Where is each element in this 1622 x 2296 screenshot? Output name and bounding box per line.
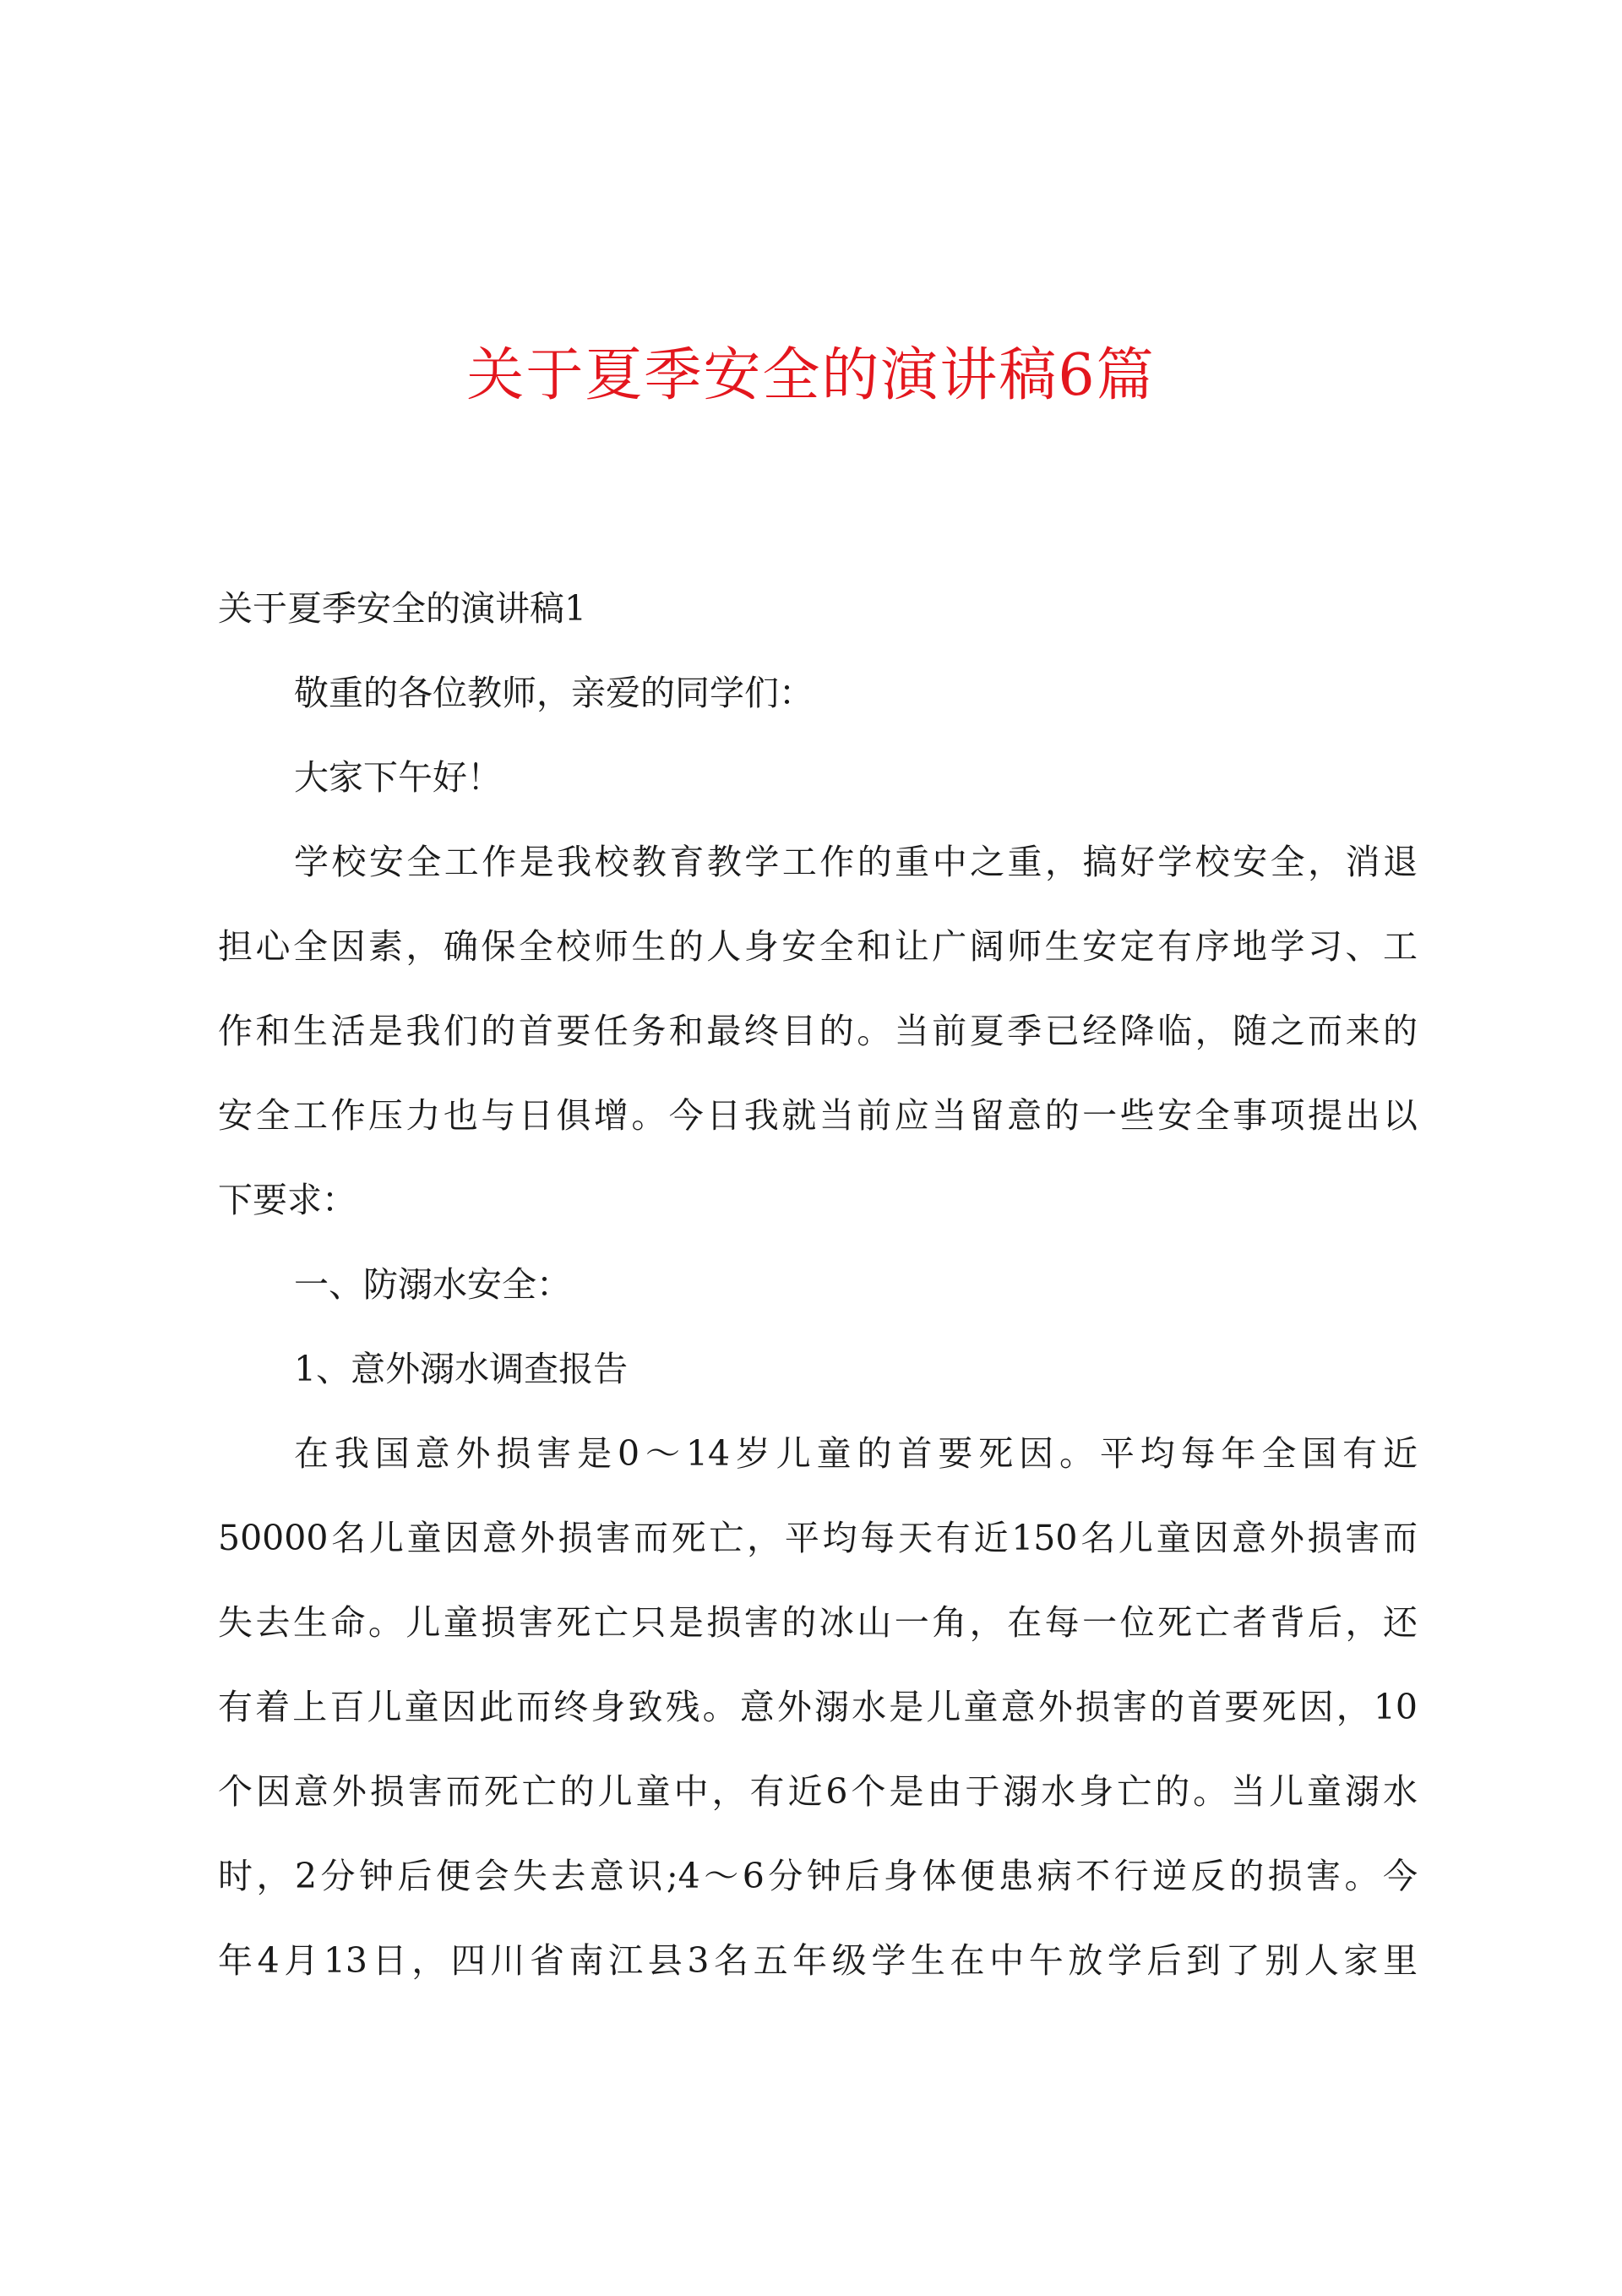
greeting: 大家下午好！ — [294, 757, 502, 798]
document-title: 关于夏季安全的演讲稿6篇 — [466, 342, 1156, 409]
paragraph-line: 失去生命。儿童损害死亡只是损害的冰山一角，在每一位死亡者背后，还 — [218, 1602, 1418, 1643]
paragraph-line: 有着上百儿童因此而终身致残。意外溺水是儿童意外损害的首要死因，10 — [218, 1687, 1418, 1727]
subheading: 1、意外溺水调查报告 — [294, 1349, 629, 1389]
paragraph-line: 安全工作压力也与日俱增。今日我就当前应当留意的一些安全事项提出以 — [218, 1095, 1418, 1136]
paragraph-line: 50000名儿童因意外损害而死亡，平均每天有近150名儿童因意外损害而 — [218, 1518, 1418, 1558]
paragraph-line: 年4月13日，四川省南江县3名五年级学生在中午放学后到了别人家里 — [218, 1940, 1418, 1981]
paragraph-line: 下要求： — [218, 1180, 357, 1220]
paragraph-line: 个因意外损害而死亡的儿童中，有近6个是由于溺水身亡的。当儿童溺水 — [218, 1771, 1418, 1812]
paragraph-line: 学校安全工作是我校教育教学工作的重中之重，搞好学校安全，消退 — [294, 842, 1418, 882]
subheading: 一、防溺水安全： — [294, 1264, 571, 1305]
section-heading: 关于夏季安全的演讲稿1 — [218, 588, 587, 629]
document-body — [218, 566, 1418, 2003]
paragraph-line: 时，2分钟后便会失去意识;4～6分钟后身体便患病不行逆反的损害。今 — [218, 1856, 1418, 1896]
paragraph-line: 担心全因素，确保全校师生的人身安全和让广阔师生安定有序地学习、工 — [218, 926, 1418, 967]
salutation: 敬重的各位教师，亲爱的同学们： — [294, 673, 814, 713]
paragraph-line: 在我国意外损害是0～14岁儿童的首要死因。平均每年全国有近 — [294, 1433, 1418, 1474]
paragraph-line: 作和生活是我们的首要任务和最终目的。当前夏季已经降临，随之而来的 — [218, 1011, 1418, 1051]
